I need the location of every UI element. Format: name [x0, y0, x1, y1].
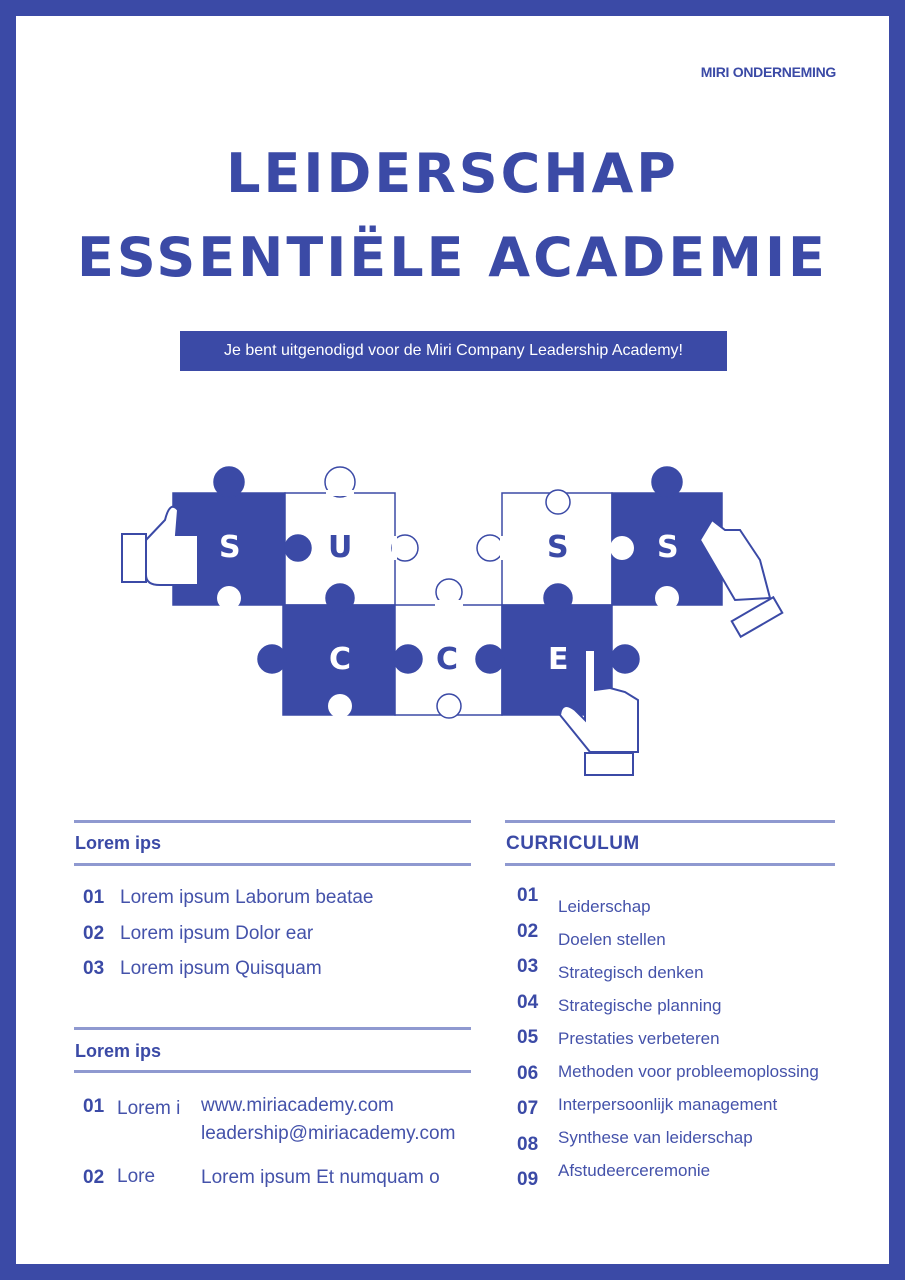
- puzzle-letter: C: [436, 642, 459, 677]
- puzzle-letter: S: [657, 530, 679, 565]
- item-text: Lorem ipsum Quisquam: [120, 958, 322, 979]
- curriculum-number: 02: [517, 920, 539, 942]
- item-number: 03: [83, 958, 105, 979]
- divider: [505, 820, 835, 823]
- item-text: Lorem ipsum Laborum beatae: [120, 887, 374, 908]
- curriculum-item: Doelen stellen: [558, 930, 666, 949]
- item-number: 01: [83, 887, 105, 908]
- curriculum-number: 08: [517, 1133, 539, 1155]
- curriculum-number: 05: [517, 1027, 539, 1048]
- curriculum-heading: CURRICULUM: [506, 833, 640, 854]
- puzzle-letter: C: [329, 642, 352, 677]
- section1-heading: Lorem ips: [75, 833, 162, 853]
- puzzle-illustration: [16, 16, 889, 816]
- item-number: 02: [83, 923, 105, 944]
- puzzle-letter: S: [547, 530, 569, 565]
- curriculum-number: 06: [517, 1062, 539, 1084]
- curriculum-item: Prestaties verbeteren: [558, 1029, 720, 1048]
- invitation-banner: Je bent uitgenodigd voor de Miri Company Leadership Academy!: [180, 331, 727, 371]
- curriculum-number: 09: [517, 1169, 539, 1190]
- website-link[interactable]: www.miriacademy.com: [201, 1095, 394, 1116]
- curriculum-item: Strategisch denken: [558, 963, 704, 982]
- puzzle-letter: E: [548, 642, 569, 677]
- curriculum-number: 04: [517, 991, 539, 1013]
- item-number: 01: [83, 1096, 105, 1117]
- item-label: Lore: [117, 1166, 156, 1187]
- divider: [74, 1027, 471, 1030]
- curriculum-item: Interpersoonlijk management: [558, 1095, 778, 1114]
- email-link[interactable]: leadership@miriacademy.com: [201, 1123, 456, 1144]
- item-number: 02: [83, 1167, 105, 1188]
- curriculum-number: 07: [517, 1098, 539, 1119]
- item-text: Lorem ipsum Et numquam o: [201, 1167, 440, 1188]
- title-line-1: LEIDERSCHAP: [226, 142, 679, 205]
- item-label: Lorem i: [117, 1098, 181, 1119]
- curriculum-item: Synthese van leiderschap: [558, 1128, 753, 1147]
- item-text: Lorem ipsum Dolor ear: [120, 923, 314, 944]
- brand-name: MIRI ONDERNEMING: [700, 64, 836, 80]
- puzzle-letter: S: [219, 530, 241, 565]
- flyer-page: [16, 16, 889, 1264]
- curriculum-item: Leiderschap: [558, 897, 651, 916]
- divider: [74, 863, 471, 866]
- divider: [74, 1070, 471, 1073]
- curriculum-item: Strategische planning: [558, 996, 722, 1015]
- curriculum-item: Afstudeerceremonie: [558, 1161, 711, 1180]
- thumbs-up-cuff-icon: [122, 534, 146, 582]
- divider: [505, 863, 835, 866]
- curriculum-item: Methoden voor probleemoplossing: [558, 1062, 819, 1081]
- curriculum-number: 03: [517, 956, 539, 977]
- curriculum-number: 01: [517, 885, 539, 906]
- puzzle-letter: U: [328, 530, 353, 565]
- section2-heading: Lorem ips: [75, 1041, 162, 1061]
- title-line-2: ESSENTIËLE ACADEMIE: [77, 226, 828, 289]
- divider: [74, 820, 471, 823]
